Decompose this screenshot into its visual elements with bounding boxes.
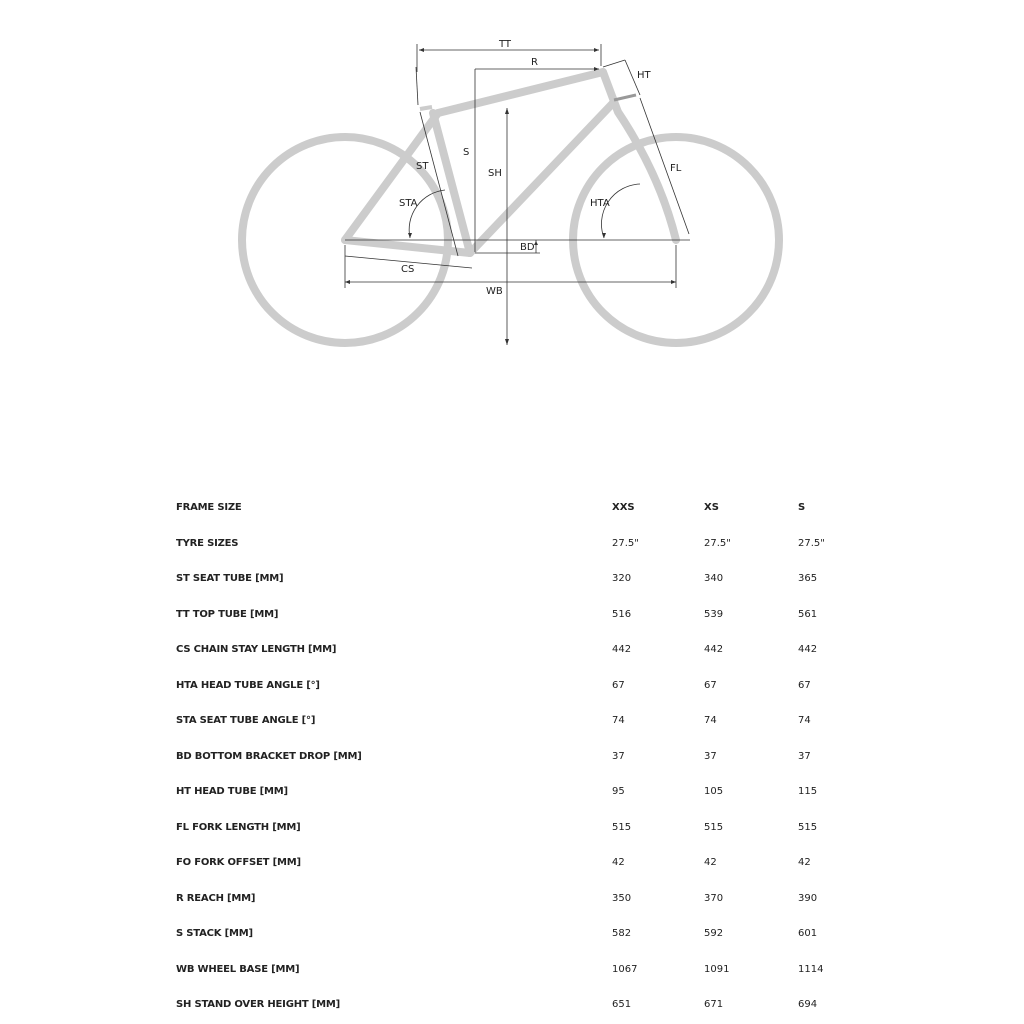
row-value: 601 — [798, 928, 818, 940]
row-value: 592 — [704, 928, 724, 940]
row-label: TT TOP TUBE [MM] — [176, 608, 279, 620]
label-sta: STA — [399, 198, 418, 209]
row-value: 320 — [612, 573, 632, 585]
row-value: 67 — [704, 679, 717, 691]
row-value: 105 — [704, 786, 724, 798]
row-value: 671 — [704, 999, 724, 1011]
label-fl: FL — [670, 163, 682, 174]
row-value: 365 — [798, 573, 818, 585]
row-value: 516 — [612, 608, 632, 620]
table-row — [176, 668, 876, 704]
row-value: 42 — [704, 857, 717, 869]
row-value: 27.5" — [704, 537, 731, 549]
table-row — [176, 987, 876, 1023]
table-row — [176, 774, 876, 810]
table-row — [176, 526, 876, 562]
table-row — [176, 881, 876, 917]
row-value: 37 — [612, 750, 625, 762]
geometry-table — [176, 490, 876, 1023]
size-header: XXS — [612, 502, 635, 514]
row-value: 95 — [612, 786, 625, 798]
row-value: 390 — [798, 892, 818, 904]
row-value: 515 — [798, 821, 818, 833]
row-value: 42 — [612, 857, 625, 869]
row-value: 442 — [704, 644, 724, 656]
row-value: 37 — [798, 750, 811, 762]
bike-geometry-diagram — [0, 0, 1024, 420]
row-value: 561 — [798, 608, 818, 620]
row-value: 67 — [612, 679, 625, 691]
label-tt: TT — [499, 39, 512, 50]
row-value: 115 — [798, 786, 818, 798]
bike-frame — [345, 72, 676, 253]
label-hta: HTA — [590, 198, 610, 209]
row-value: 27.5" — [612, 537, 639, 549]
table-row — [176, 952, 876, 988]
row-value: 442 — [612, 644, 632, 656]
row-label: FL FORK LENGTH [MM] — [176, 821, 301, 833]
label-r: R — [531, 57, 538, 68]
row-label: CS CHAIN STAY LENGTH [MM] — [176, 644, 337, 656]
row-value: 340 — [704, 573, 724, 585]
table-row — [176, 916, 876, 952]
row-value: 74 — [704, 715, 717, 727]
table-row — [176, 845, 876, 881]
row-value: 442 — [798, 644, 818, 656]
row-value: 27.5" — [798, 537, 825, 549]
row-label: ST SEAT TUBE [MM] — [176, 573, 284, 585]
row-value: 515 — [612, 821, 632, 833]
label-sh: SH — [488, 168, 502, 179]
row-value: 539 — [704, 608, 724, 620]
size-header: XS — [704, 502, 719, 514]
table-row — [176, 597, 876, 633]
row-label: SH STAND OVER HEIGHT [MM] — [176, 999, 341, 1011]
row-value: 651 — [612, 999, 632, 1011]
row-label: HT HEAD TUBE [MM] — [176, 786, 288, 798]
row-label: R REACH [MM] — [176, 892, 256, 904]
row-value: 582 — [612, 928, 632, 940]
row-value: 74 — [798, 715, 811, 727]
table-row — [176, 810, 876, 846]
label-ht: HT — [637, 70, 651, 81]
row-label: BD BOTTOM BRACKET DROP [MM] — [176, 750, 362, 762]
label-cs: CS — [401, 264, 415, 275]
row-label: TYRE SIZES — [176, 537, 239, 549]
row-label: S STACK [MM] — [176, 928, 253, 940]
row-value: 1091 — [704, 963, 730, 975]
label-s: S — [463, 147, 470, 158]
row-value: 350 — [612, 892, 632, 904]
label-bd: BD — [520, 242, 535, 253]
row-value: 1067 — [612, 963, 638, 975]
row-label: WB WHEEL BASE [MM] — [176, 963, 300, 975]
row-label: STA SEAT TUBE ANGLE [°] — [176, 715, 316, 727]
row-value: 694 — [798, 999, 818, 1011]
label-st: ST — [416, 161, 429, 172]
row-value: 37 — [704, 750, 717, 762]
table-row — [176, 739, 876, 775]
row-value: 74 — [612, 715, 625, 727]
table-row — [176, 703, 876, 739]
row-label: HTA HEAD TUBE ANGLE [°] — [176, 679, 320, 691]
row-value: 1114 — [798, 963, 824, 975]
row-value: 370 — [704, 892, 724, 904]
row-label: FO FORK OFFSET [MM] — [176, 857, 301, 869]
size-header: S — [798, 502, 806, 514]
header-label: FRAME SIZE — [176, 502, 242, 514]
table-header-row — [176, 490, 876, 526]
table-row — [176, 561, 876, 597]
row-value: 67 — [798, 679, 811, 691]
row-value: 515 — [704, 821, 724, 833]
row-value: 42 — [798, 857, 811, 869]
label-wb: WB — [486, 286, 503, 297]
table-row — [176, 632, 876, 668]
